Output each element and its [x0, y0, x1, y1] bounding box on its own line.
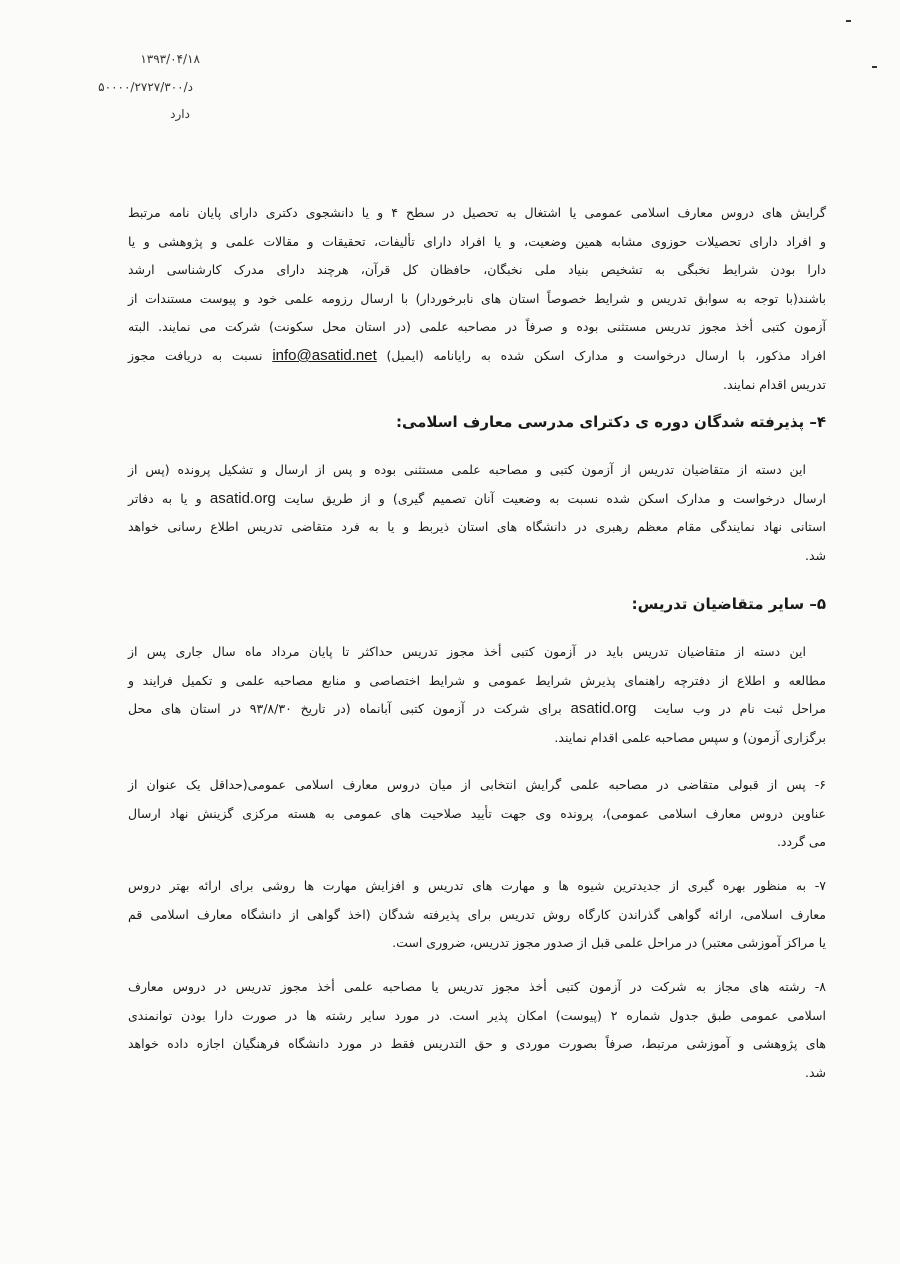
text: مراحل ثبت نام در وب سایت — [653, 701, 826, 717]
text-line: استانی نهاد نمایندگی مقام معظم رهبری در دانشگاه های استان ذیربط و یا به فرد متقاضی تدریس اطلاع رسانی خواهد — [128, 519, 826, 535]
website-link[interactable]: asatid.org — [209, 489, 276, 507]
text-line: معارف اسلامی، ارائه گواهی گذراندن کارگاه روش تدریس برای پذیرفته شدگان (اخذ گواهی از دانشگاه معارف اسلامی قم — [128, 906, 826, 922]
paragraph-continuation — [128, 199, 826, 399]
text: ارسال درخواست و مدارک اسکن شده نسبت به وضعیت آنان تصمیم گیری) و از طریق سایت — [283, 490, 826, 506]
text-line: مطالعه و اطلاع از دفترچه راهنمای پذیرش شرایط عمومی و شرایط اختصاصی و منابع مصاحبه علمی و تکمیل فرایند و — [128, 672, 826, 688]
item-8 — [128, 973, 826, 1087]
text-line: دارا بودن شرایط نخبگی به تشخیص بنیاد ملی نخبگان، حافظان کل قرآن، هرچند دارای مدرک کارشناسی ارشد — [128, 262, 826, 278]
section-4-body — [128, 456, 826, 570]
text-line: ۷- به منظور بهره گیری از جدیدترین شیوه ها و مهارت های تدریس و افزایش مهارت ها روشی برای ارائه بهتر دروس — [128, 878, 826, 893]
text: نسبت به دریافت مجوز — [128, 347, 263, 363]
section-4-heading: ۴– پذیرفته شدگان دوره ی دکترای مدرسی معارف اسلامی: — [395, 413, 826, 431]
text-line: این دسته از متقاضیان تدریس باید در آزمون کتبی أخذ مجوز تدریس حداکثر تا پایان مرداد ماه سال جاری پس از — [128, 644, 806, 659]
text-line — [128, 485, 826, 514]
text-line: آزمون کتبی أخذ مجوز تدریس مستثنی بوده و صرفاً در مصاحبه علمی (در استان محل سکونت) شرکت می نمایند. البته — [128, 319, 826, 335]
text-line: ۸- رشته های مجاز به شرکت در آزمون کتبی أخذ مجوز تدریس یا مصاحبه علمی أخذ مجوز تدریس در دروس معارف — [128, 979, 826, 994]
item-7 — [128, 872, 826, 958]
letter-number: د/۵۰۰۰۰/۲۷۲۷/۳۰۰ — [98, 80, 193, 94]
text-line — [128, 342, 826, 371]
text-line: یا مراکز آموزشی معتبر) در مراحل علمی قبل از صدور مجوز تدریس، ضروری است. — [392, 935, 826, 951]
text: و یا به دفاتر — [128, 490, 202, 506]
scan-mark — [846, 20, 851, 22]
website-link[interactable]: asatid.org — [570, 700, 637, 718]
section-5-body — [128, 638, 826, 752]
text-line: و افراد دارای تحصیلات حوزوی مشابه همین وضعیت، و یا افراد دارای تألیفات، تحقیقات و مقالات علمی و پژوهشی و یا — [128, 233, 826, 249]
text: برای شرکت در آزمون کتبی آبانماه (در تاریخ ۹۳/۸/۳۰ در استان های محل — [128, 701, 562, 717]
attachment-status: دارد — [170, 107, 190, 121]
text-line: این دسته از متقاضیان تدریس از آزمون کتبی و مصاحبه علمی مستثنی بوده و پس از ارسال و تشکیل پرونده (پس از — [128, 462, 806, 477]
text-line — [128, 695, 826, 724]
text-line: برگزاری آزمون) و سپس مصاحبه علمی اقدام نمایند. — [554, 729, 826, 745]
text-line: باشند(با توجه به سوابق تدریس و شرایط خصوصاً استان های نابرخوردار) با ارسال رزومه علمی خود و پیوست مستندات از — [128, 290, 826, 306]
scan-mark — [872, 66, 877, 68]
text-line: های پژوهشی و آموزشی مرتبط، صرفاً بصورت موردی و حق التدریس فقط در مورد دانشگاه فرهنگیان اجازه داده خواهد — [128, 1036, 826, 1052]
text-line: تدریس اقدام نمایند. — [723, 376, 826, 392]
text-line: شد. — [804, 1064, 826, 1080]
email-link[interactable]: info@asatid.net — [272, 346, 377, 364]
item-6 — [128, 771, 826, 857]
text-line: عناوین دروس معارف اسلامی عمومی)، پرونده وی جهت تأیید صلاحیت های عمومی به هسته مرکزی گزینش نهاد ارسال — [128, 805, 826, 821]
text-line: شد. — [804, 547, 826, 563]
text-line: می گردد. — [776, 834, 826, 850]
text-line: اسلامی عمومی طبق جدول شماره ۲ (پیوست) امکان پذیر است. در مورد سایر رشته ها در صورت دارا بودن توانمندی — [128, 1007, 826, 1023]
text: افراد مذکور، با ارسال درخواست و مدارک اسکن شده به رایانامه (ایمیل) — [386, 347, 826, 363]
text-line: گرایش های دروس معارف اسلامی عمومی یا اشتغال به تحصیل در سطح ۴ و یا دانشجوی دکتری دارای پایان نامه مرتبط — [128, 205, 826, 220]
text-line: ۶- پس از قبولی متقاضی در مصاحبه علمی گرایش انتخابی از میان دروس معارف اسلامی عمومی(حداقل یک عنوان از — [128, 777, 826, 792]
section-5-heading: ۵– سایر متقاضیان تدریس: — [631, 595, 826, 613]
letter-date: ۱۳۹۳/۰۴/۱۸ — [140, 52, 200, 66]
